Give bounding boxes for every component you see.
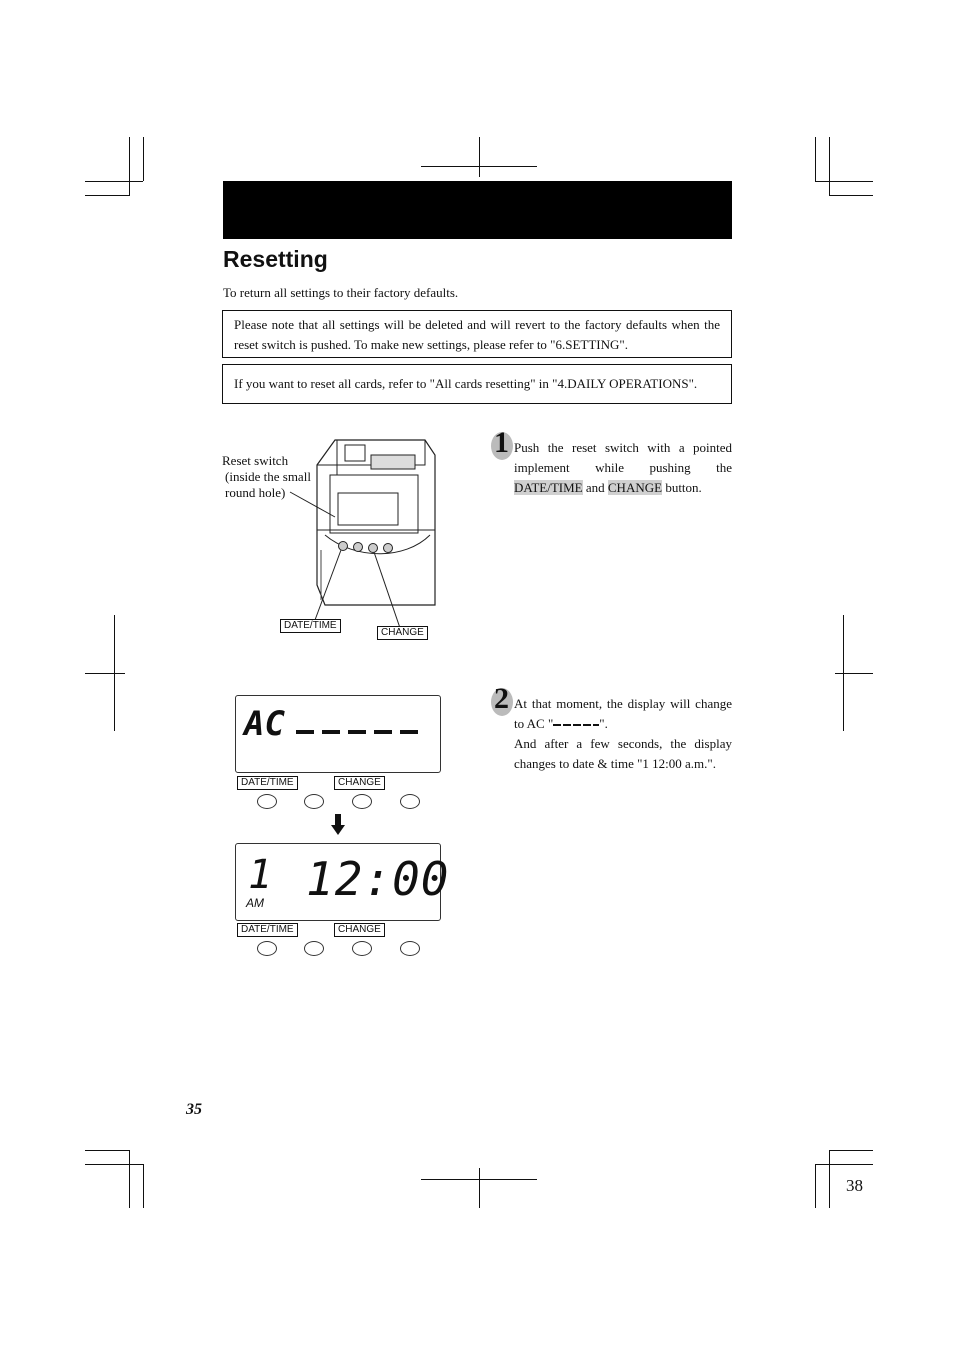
change-button-label: CHANGE (377, 626, 428, 640)
step-2-text (514, 694, 732, 774)
reset-switch-label-1: Reset switch (222, 453, 289, 468)
step-2-number: 2 (494, 682, 509, 715)
step-2-line2: And after a few seconds, the display changes to date & time "1 12:00 a.m.". (514, 736, 732, 771)
date-time-button-2[interactable] (257, 941, 277, 956)
change-key: CHANGE (607, 480, 663, 495)
step-2-line1-end: ". (599, 716, 608, 731)
note-box-cards (222, 364, 732, 404)
date-time-button[interactable] (257, 794, 277, 809)
intro-text: To return all settings to their factory defaults. (223, 285, 459, 300)
button-4b[interactable] (400, 941, 420, 956)
down-arrow-icon (330, 814, 346, 836)
lcd-ampm: AM (246, 896, 264, 910)
lcd-dashes (296, 728, 421, 736)
change-button-2[interactable] (352, 941, 372, 956)
step-2-line1: At that moment, the display will change to AC " (514, 696, 732, 731)
reset-switch-label-3: round hole) (225, 485, 286, 500)
reset-switch-label-2: (inside the small (225, 469, 311, 484)
date-time-button-label: DATE/TIME (280, 619, 341, 633)
section-header-bar (223, 181, 732, 239)
lcd-display-ac (235, 695, 441, 773)
change-button-label-2: CHANGE (334, 776, 385, 790)
date-time-button-label-2: DATE/TIME (237, 776, 298, 790)
lcd-ac-text: AC (244, 704, 285, 744)
time-recorder-illustration (285, 435, 445, 635)
button-4[interactable] (400, 794, 420, 809)
step-1-after: button. (665, 480, 702, 495)
lcd-day: 1 (248, 852, 273, 898)
step-1-text (514, 438, 732, 498)
step-1-and: and (585, 480, 605, 495)
date-time-button-label-3: DATE/TIME (237, 923, 298, 937)
dashes-icon (553, 721, 599, 729)
note-box-settings: Please note that all settings will be deleted and will revert to the factory defaults when the reset switch is pushed. To make new settings, please refer to "6.SETTING". (222, 310, 732, 358)
change-button-label-3: CHANGE (334, 923, 385, 937)
date-time-key: DATE/TIME (514, 480, 583, 495)
manual-page-number: 35 (186, 1101, 202, 1118)
note-text: If you want to reset all cards, refer to "All cards resetting" in "4.DAILY OPERATIONS". (234, 376, 698, 391)
step-1-number: 1 (494, 426, 509, 459)
step-1-instruction: Push the reset switch with a pointed implement while pushing the (514, 440, 732, 475)
lcd-time: 12:00 (306, 852, 450, 906)
page-title: Resetting (223, 246, 328, 272)
change-button[interactable] (352, 794, 372, 809)
button-2[interactable] (304, 794, 324, 809)
lcd-display-time (235, 843, 450, 921)
page-number: 38 (846, 1176, 863, 1195)
button-2b[interactable] (304, 941, 324, 956)
